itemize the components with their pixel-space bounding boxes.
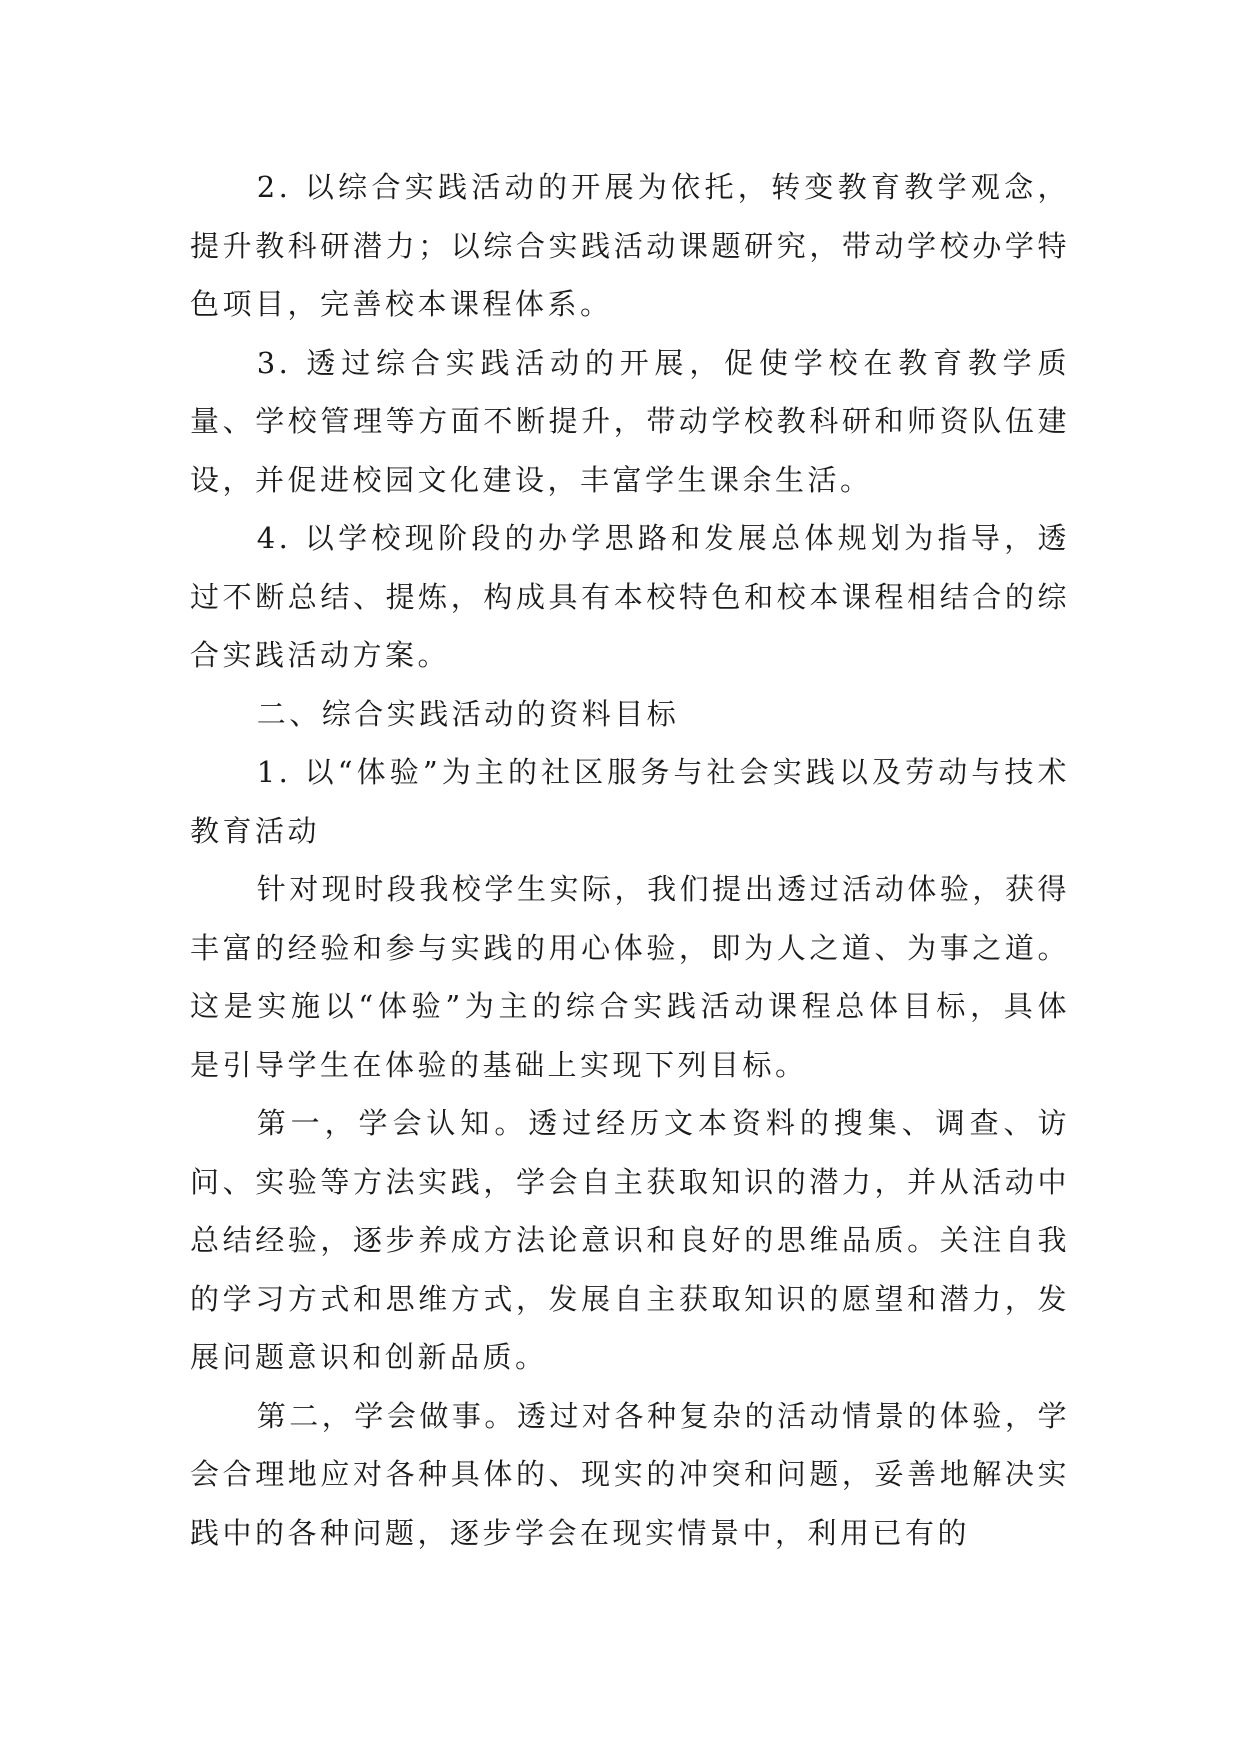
paragraph-second: 第二，学会做事。透过对各种复杂的活动情景的体验，学会合理地应对各种具体的、现实的冲突和问题，妥善地解决实践中的各种问题，逐步学会在现实情景中，利用已有的 — [190, 1398, 1070, 1550]
paragraph-goal-3: 3. 透过综合实践活动的开展，促使学校在教育教学质量、学校管理等方面不断提升，带动学校教科研和师资队伍建设，并促进校园文化建设，丰富学生课余生活。 — [190, 345, 1070, 497]
paragraph-goal-4: 4. 以学校现阶段的办学思路和发展总体规划为指导，透过不断总结、提炼，构成具有本校特色和校本课程相结合的综合实践活动方案。 — [190, 521, 1070, 672]
document-body — [190, 158, 1070, 1562]
paragraph-first: 第一，学会认知。透过经历文本资料的搜集、调查、访问、实验等方法实践，学会自主获取知识的潜力，并从活动中总结经验，逐步养成方法论意识和良好的思维品质。关注自我的学习方式和思维方式，发展自主获取知识的愿望和潜力，发展问题意识和创新品质。 — [190, 1106, 1070, 1374]
paragraph-goal-2: 2. 以综合实践活动的开展为依托，转变教育教学观念，提升教科研潜力；以综合实践活动课题研究，带动学校办学特色项目，完善校本课程体系。 — [190, 170, 1070, 321]
section-heading: 二、综合实践活动的资料目标 — [256, 696, 680, 731]
paragraph-item-1: 1. 以“体验”为主的社区服务与社会实践以及劳动与技术教育活动 — [190, 755, 1070, 848]
paragraph-overview: 针对现时段我校学生实际，我们提出透过活动体验，获得丰富的经验和参与实践的用心体验，即为人之道、为事之道。这是实施以“体验”为主的综合实践活动课程总体目标，具体是引导学生在体验的基础上实现下列目标。 — [190, 872, 1070, 1082]
